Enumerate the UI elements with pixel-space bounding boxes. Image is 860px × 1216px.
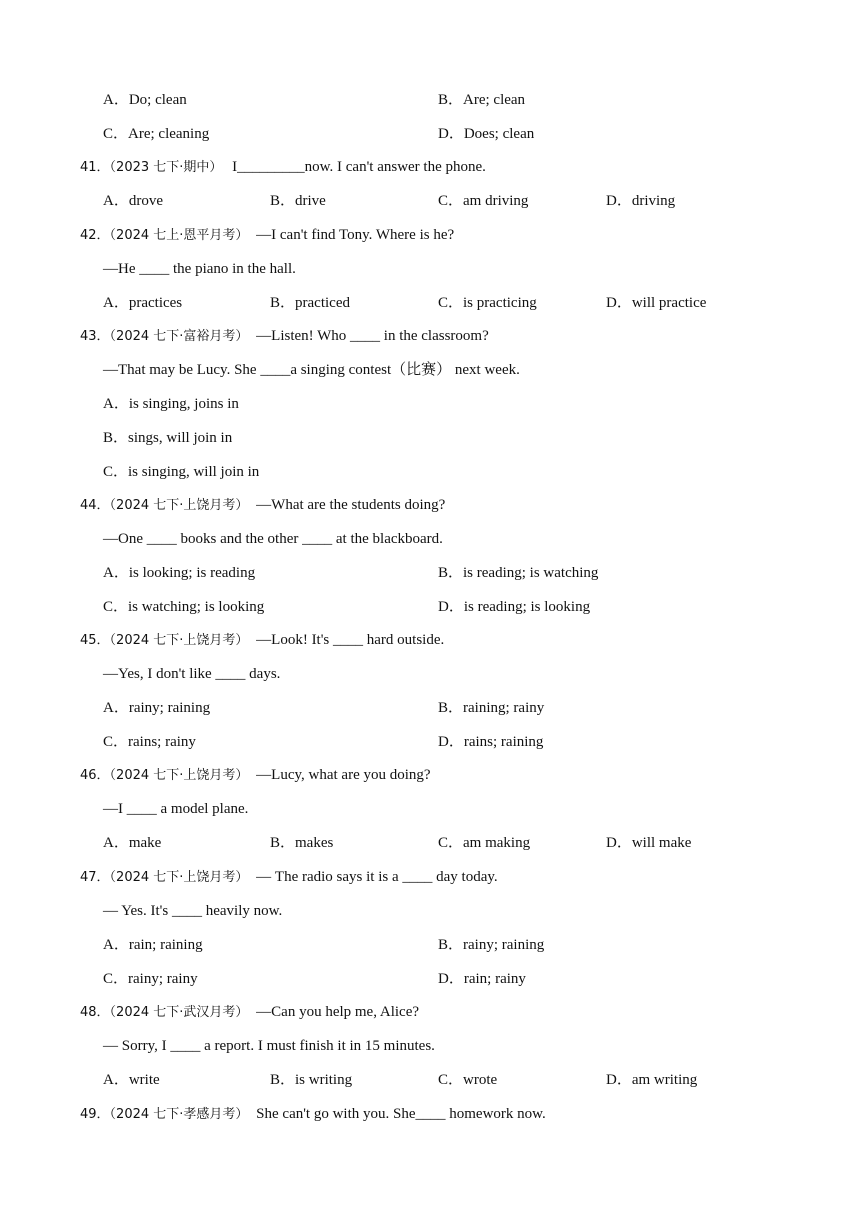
option-d xyxy=(438,125,534,143)
option-letter: A． xyxy=(103,937,129,953)
option-text: Are; cleaning xyxy=(128,126,210,142)
option-letter: A． xyxy=(103,565,129,581)
option-text: wrote xyxy=(463,1072,498,1088)
option-letter: B． xyxy=(103,430,129,446)
option-letter: D． xyxy=(438,734,464,750)
option-b xyxy=(103,429,232,447)
option-letter: D． xyxy=(438,126,464,142)
option-text: rainy; rainy xyxy=(128,971,198,987)
option-text: is practicing xyxy=(463,295,537,311)
option-letter: D． xyxy=(606,295,632,311)
option-a xyxy=(103,395,239,413)
option-a xyxy=(103,91,187,109)
question-stem-end: now. I can't answer the phone. xyxy=(304,159,486,175)
question-45 xyxy=(80,631,444,650)
question-source: （2024 七下·富裕月考） xyxy=(109,329,249,344)
option-letter: C． xyxy=(438,193,464,209)
question-stem: —What are the students doing? xyxy=(256,497,446,513)
option-letter: B． xyxy=(270,835,296,851)
option-letter: C． xyxy=(103,464,129,480)
question-source: （2024 七下·武汉月考） xyxy=(109,1005,249,1020)
option-letter: A． xyxy=(103,700,129,716)
option-text: is singing, joins in xyxy=(128,396,239,412)
question-source: （2024 七下·上饶月考） xyxy=(109,870,249,885)
option-d xyxy=(606,834,691,852)
option-letter: C． xyxy=(103,599,129,615)
question-stem: —Lucy, what are you doing? xyxy=(256,767,431,783)
option-b xyxy=(438,91,525,109)
option-d xyxy=(438,598,590,616)
question-stem: —I can't find Tony. Where is he? xyxy=(256,227,455,243)
question-source: （2023 七下·期中） xyxy=(109,160,223,175)
option-letter: B． xyxy=(438,565,464,581)
option-a xyxy=(103,834,161,852)
option-text: rain; rainy xyxy=(463,971,526,987)
question-47 xyxy=(80,868,498,887)
option-letter: D． xyxy=(438,971,464,987)
option-text: is watching; is looking xyxy=(128,599,265,615)
option-letter: C． xyxy=(103,734,129,750)
option-c xyxy=(103,970,198,988)
question-stem: —Listen! Who ____ in the classroom? xyxy=(256,328,489,344)
option-text: rainy; raining xyxy=(128,700,211,716)
option-b xyxy=(438,699,544,717)
option-text: is looking; is reading xyxy=(128,565,256,581)
option-a xyxy=(103,294,182,312)
option-text: will make xyxy=(631,835,692,851)
option-letter: A． xyxy=(103,1072,129,1088)
option-text: am making xyxy=(463,835,531,851)
option-text: rain; raining xyxy=(128,937,203,953)
question-number: 49． xyxy=(80,1107,110,1122)
question-49 xyxy=(80,1105,546,1124)
option-text: is singing, will join in xyxy=(128,464,260,480)
option-c xyxy=(103,598,264,616)
option-text: rains; raining xyxy=(463,734,544,750)
question-stem: — The radio says it is a ____ day today. xyxy=(256,869,498,885)
option-text: sings, will join in xyxy=(128,430,233,446)
option-text: make xyxy=(128,835,162,851)
question-number: 41． xyxy=(80,160,110,175)
option-letter: A． xyxy=(103,92,129,108)
option-letter: D． xyxy=(438,599,464,615)
question-48 xyxy=(80,1003,419,1022)
question-source: （2024 七下·孝感月考） xyxy=(109,1107,249,1122)
question-stem-line2: —He ____ the piano in the hall. xyxy=(103,261,296,277)
question-source: （2024 七下·上饶月考） xyxy=(109,633,249,648)
option-d xyxy=(606,1071,697,1089)
question-number: 43． xyxy=(80,329,110,344)
option-text: rainy; raining xyxy=(463,937,545,953)
option-d xyxy=(438,970,526,988)
question-number: 45． xyxy=(80,633,110,648)
option-text: drive xyxy=(295,193,326,209)
question-source: （2024 七下·上饶月考） xyxy=(109,768,249,783)
option-d xyxy=(606,294,706,312)
question-stem-line2: —That may be Lucy. She ____a singing contest（比赛） next week. xyxy=(103,362,520,378)
option-c xyxy=(438,294,537,312)
option-letter: A． xyxy=(103,396,129,412)
question-43 xyxy=(80,327,489,346)
option-text: driving xyxy=(631,193,676,209)
option-letter: B． xyxy=(438,937,464,953)
option-letter: B． xyxy=(270,1072,296,1088)
option-text: will practice xyxy=(631,295,707,311)
option-text: is writing xyxy=(295,1072,353,1088)
question-42 xyxy=(80,226,454,245)
option-a xyxy=(103,1071,160,1089)
option-a xyxy=(103,192,163,210)
option-text: makes xyxy=(295,835,334,851)
option-b xyxy=(270,192,326,210)
option-text: practiced xyxy=(295,295,350,311)
option-text: write xyxy=(128,1072,160,1088)
option-c xyxy=(103,463,259,481)
option-a xyxy=(103,936,203,954)
option-letter: D． xyxy=(606,1072,632,1088)
option-text: practices xyxy=(128,295,183,311)
option-text: Does; clean xyxy=(463,126,535,142)
option-letter: B． xyxy=(438,700,464,716)
option-text: drove xyxy=(128,193,163,209)
option-text: is reading; is watching xyxy=(463,565,599,581)
option-text: is reading; is looking xyxy=(463,599,591,615)
option-b xyxy=(270,834,333,852)
option-letter: C． xyxy=(438,1072,464,1088)
question-number: 46． xyxy=(80,768,110,783)
option-letter: B． xyxy=(270,295,296,311)
option-letter: C． xyxy=(438,835,464,851)
option-d xyxy=(606,192,675,210)
option-b xyxy=(438,564,598,582)
option-letter: D． xyxy=(606,835,632,851)
option-letter: B． xyxy=(270,193,296,209)
option-letter: C． xyxy=(103,971,129,987)
question-number: 42． xyxy=(80,228,110,243)
option-letter: C． xyxy=(438,295,464,311)
option-text: rains; rainy xyxy=(128,734,196,750)
option-letter: C． xyxy=(103,126,129,142)
option-text: raining; rainy xyxy=(463,700,545,716)
option-b xyxy=(270,294,350,312)
option-letter: D． xyxy=(606,193,632,209)
question-source: （2024 七上·恩平月考） xyxy=(109,228,249,243)
question-stem-line2: —One ____ books and the other ____ at the blackboard. xyxy=(103,531,443,547)
option-letter: B． xyxy=(438,92,464,108)
question-source: （2024 七下·上饶月考） xyxy=(109,498,249,513)
answer-blank: _________ xyxy=(237,159,305,175)
question-stem-line2: — Yes. It's ____ heavily now. xyxy=(103,903,283,919)
question-number: 44． xyxy=(80,498,110,513)
option-c xyxy=(438,1071,497,1089)
option-c xyxy=(438,834,530,852)
option-letter: A． xyxy=(103,295,129,311)
option-c xyxy=(103,125,209,143)
option-text: Do; clean xyxy=(128,92,187,108)
option-text: am writing xyxy=(631,1072,698,1088)
option-letter: A． xyxy=(103,835,129,851)
question-stem: —Look! It's ____ hard outside. xyxy=(256,632,445,648)
option-a xyxy=(103,699,210,717)
option-text: Are; clean xyxy=(463,92,526,108)
question-number: 48． xyxy=(80,1005,110,1020)
question-41 xyxy=(80,158,486,177)
option-letter: A． xyxy=(103,193,129,209)
option-b xyxy=(438,936,544,954)
question-stem-line2: — Sorry, I ____ a report. I must finish it in 15 minutes. xyxy=(103,1038,435,1054)
option-c xyxy=(438,192,528,210)
question-number: 47． xyxy=(80,870,110,885)
option-a xyxy=(103,564,255,582)
option-c xyxy=(103,733,196,751)
option-text: am driving xyxy=(463,193,529,209)
question-stem-start: I xyxy=(232,159,238,175)
question-stem: —Can you help me, Alice? xyxy=(256,1004,420,1020)
option-d xyxy=(438,733,543,751)
question-stem-line2: —Yes, I don't like ____ days. xyxy=(103,666,281,682)
question-44 xyxy=(80,496,445,515)
question-46 xyxy=(80,766,431,785)
question-stem-line2: —I ____ a model plane. xyxy=(103,801,249,817)
option-b xyxy=(270,1071,352,1089)
question-stem: She can't go with you. She____ homework now. xyxy=(256,1106,546,1122)
